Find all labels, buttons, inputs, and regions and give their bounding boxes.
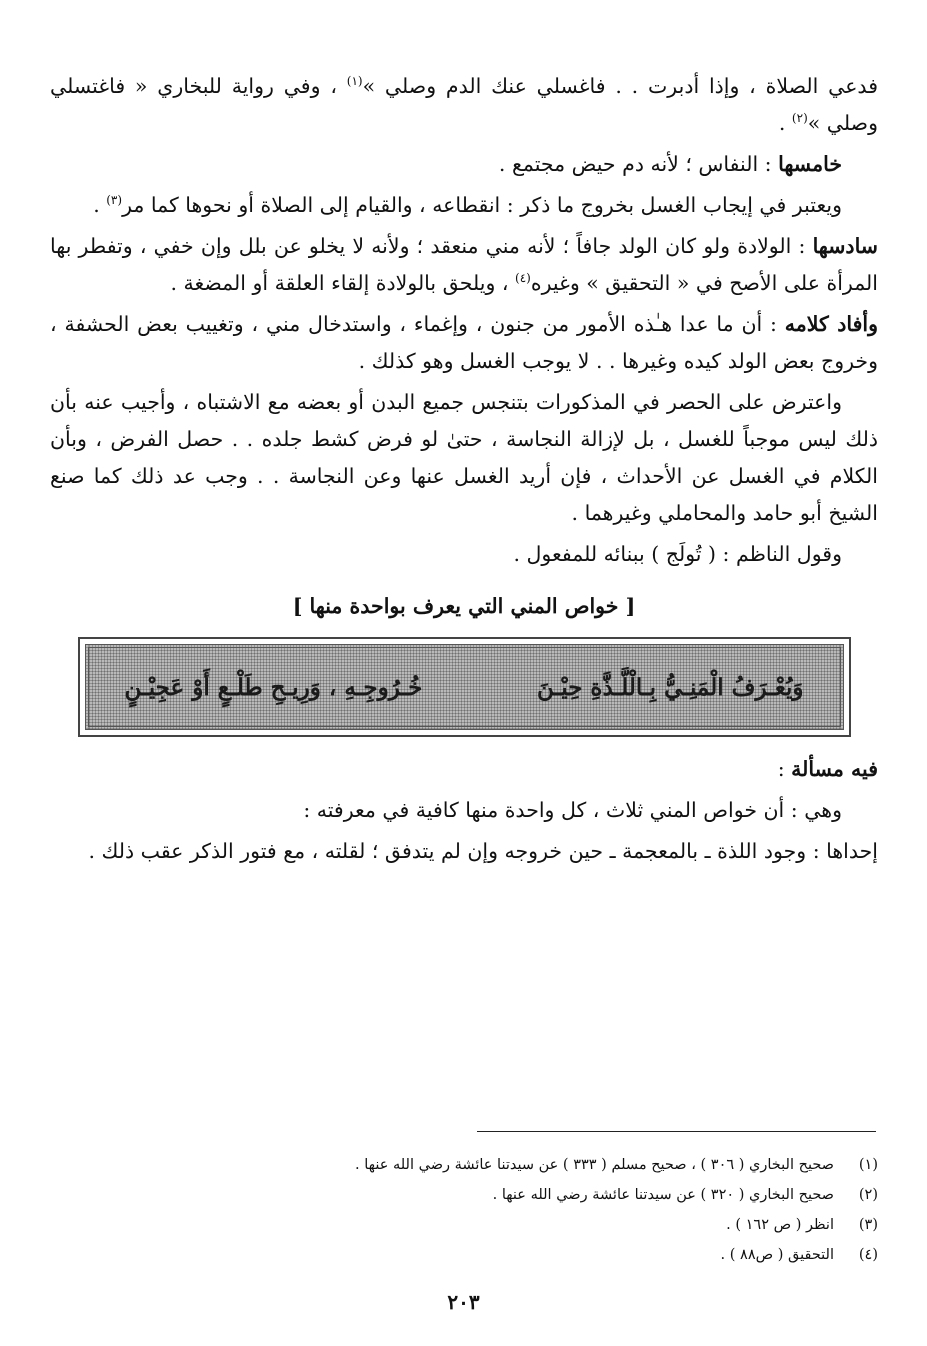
footnote-text: صحيح البخاري ( ٣٠٦ ) ، صحيح مسلم ( ٣٣٣ ) عن سيدتنا عائشة رضي الله عنها . bbox=[355, 1157, 834, 1173]
verse-first-hemistich: وَيُعْـرَفُ الْمَنِـيُّ بِـالْلَّـذَّةِ حِيْـنَ bbox=[537, 673, 804, 701]
verse-frame bbox=[78, 637, 851, 737]
paragraph-2 bbox=[50, 146, 878, 183]
verse-panel bbox=[85, 644, 844, 730]
footnote bbox=[250, 1150, 878, 1180]
paragraph-text: : الولادة ولو كان الولد جافاً ؛ لأنه مني منعقد ؛ ولأنه لا يخلو عن بلل وإن خفي ، وتفطر بها المرأة على الأصح في « التحقيق » وغيره bbox=[50, 234, 878, 295]
paragraph-text: إحداها : وجود اللذة ـ بالمعجمة ـ حين خروجه وإن لم يتدفق ؛ لقلته ، مع فتور الذكر عقب ذلك . bbox=[88, 839, 878, 863]
section-title: [ خواص المني التي يعرف بواحدة منها ] bbox=[292, 594, 636, 618]
footnote-number: (٣) bbox=[858, 1217, 878, 1233]
footnote-ref[interactable]: (٤) bbox=[515, 271, 531, 286]
paragraph-text: . bbox=[93, 193, 107, 217]
paragraph-text: فدعي الصلاة ، وإذا أدبرت . . فاغسلي عنك الدم وصلي » bbox=[362, 74, 878, 98]
paragraph-text: : bbox=[777, 757, 792, 781]
paragraph-text: ويعتبر في إيجاب الغسل بخروج ما ذكر : انقطاعه ، والقيام إلى الصلاة أو نحوها كما مر bbox=[122, 193, 842, 217]
paragraph-text: : أن ما عدا هـٰذه الأمور من جنون ، وإغماء ، واستدخال مني ، وتغييب بعض الحشفة ، وخروج بعض الولد كيده وغيرها . . لا يوجب الغسل وهو كذلك . bbox=[50, 312, 878, 373]
paragraph-lead: سادسها bbox=[812, 234, 878, 258]
footnote-ref[interactable]: (٣) bbox=[106, 193, 123, 208]
footnote-ref[interactable]: (١) bbox=[346, 74, 363, 89]
footnote bbox=[250, 1240, 878, 1270]
page-number: ٢٠٣ bbox=[447, 1290, 480, 1314]
footnote-text: التحقيق ( ص٨٨ ) . bbox=[720, 1247, 834, 1263]
footnote-number: (٤) bbox=[858, 1247, 878, 1263]
paragraph-9 bbox=[50, 792, 878, 829]
footnote bbox=[250, 1180, 878, 1210]
paragraph-text: واعترض على الحصر في المذكورات بتنجس جميع البدن أو بعضه مع الاشتباه ، وأجيب عنه بأن ذلك ليس موجباً للغسل ، بل لإزالة النجاسة ، حتىٰ لو فرض كشط جلده . . حصل الفرض ، وبأن الكلام في الغسل عن الأحداث ، فإن أريد الغسل عنها وعن النجاسة . . وجب عد ذلك كما صنع الشيخ أبو حامد والمحاملي وغيرهما . bbox=[50, 390, 878, 525]
paragraph-7 bbox=[50, 536, 878, 573]
footnote-text: انظر ( ص ١٦٢ ) . bbox=[726, 1217, 834, 1233]
verse-second-hemistich: خُـرُوجِـهِ ، وَرِيـحِ طَلْـعٍ أَوْ عَجِيْـنٍ bbox=[124, 673, 423, 701]
paragraph-text: . bbox=[778, 111, 792, 135]
footnote-divider bbox=[477, 1131, 876, 1132]
footnote-number: (٢) bbox=[858, 1187, 878, 1203]
paragraph-lead: فيه مسألة bbox=[791, 757, 878, 781]
footnote-ref[interactable]: (٢) bbox=[791, 111, 808, 126]
paragraph-3 bbox=[50, 187, 878, 224]
paragraph-8 bbox=[50, 751, 878, 788]
paragraph-5 bbox=[50, 306, 878, 380]
paragraph-6 bbox=[50, 384, 878, 532]
paragraph-1 bbox=[50, 68, 878, 142]
paragraph-lead: وأفاد كلامه bbox=[784, 312, 878, 336]
paragraph-text: وقول الناظم : ( تُولَج ) ببنائه للمفعول . bbox=[513, 542, 842, 566]
footnote-number: (١) bbox=[858, 1157, 878, 1173]
paragraph-4 bbox=[50, 228, 878, 302]
footnote bbox=[250, 1210, 878, 1240]
paragraph-text: وهي : أن خواص المني ثلاث ، كل واحدة منها كافية في معرفته : bbox=[303, 798, 842, 822]
paragraph-text: ، ويلحق بالولادة إلقاء العلقة أو المضغة . bbox=[170, 271, 516, 295]
paragraph-text: : النفاس ؛ لأنه دم حيض مجتمع . bbox=[498, 152, 779, 176]
footnote-text: صحيح البخاري ( ٣٢٠ ) عن سيدتنا عائشة رضي الله عنها . bbox=[492, 1187, 834, 1203]
footnotes bbox=[250, 1150, 878, 1270]
main-text bbox=[50, 68, 878, 874]
paragraph-10 bbox=[50, 833, 878, 870]
paragraph-lead: خامسها bbox=[778, 152, 842, 176]
paragraph-text: ، وفي رواية للبخاري « فاغتسلي وصلي » bbox=[50, 74, 878, 135]
